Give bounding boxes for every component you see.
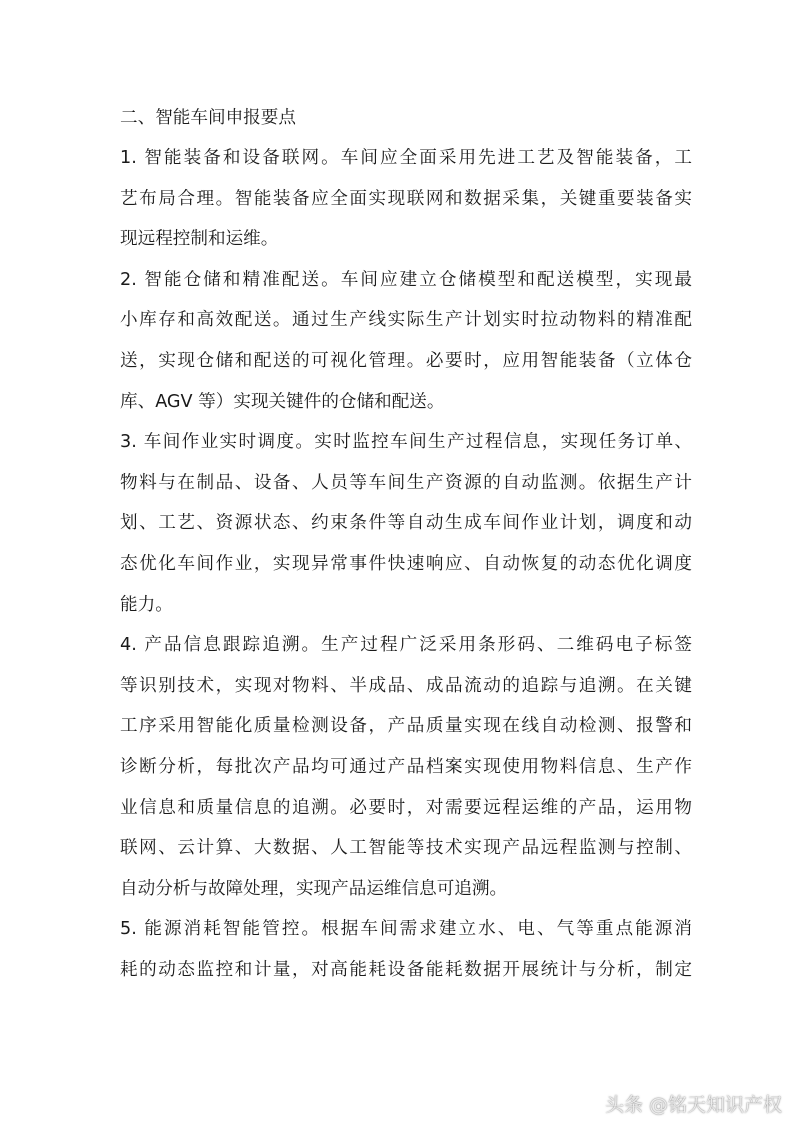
text-line: 耗的动态监控和计量，对高能耗设备能耗数据开展统计与分析，制定 [120, 959, 692, 980]
text-line: 划、工艺、资源状态、约束条件等自动生成车间作业计划，调度和动 [120, 513, 692, 534]
text-line: 工序采用智能化质量检测设备，产品质量实现在线自动检测、报警和 [120, 716, 692, 737]
text-line: 2. 智能仓储和精准配送。车间应建立仓储模型和配送模型，实现最 [120, 269, 692, 290]
paragraph [120, 260, 692, 422]
text-line: 现远程控制和运维。 [120, 229, 279, 250]
text-line: 诊断分析，每批次产品均可通过产品档案实现使用物料信息、生产作 [120, 756, 692, 777]
text-line: 物料与在制品、设备、人员等车间生产资源的自动监测。依据生产计 [120, 472, 692, 493]
text-line: 库、AGV 等）实现关键件的仓储和配送。 [120, 391, 445, 412]
paragraph [120, 909, 692, 990]
text-line: 4. 产品信息跟踪追溯。生产过程广泛采用条形码、二维码电子标签 [120, 635, 692, 656]
paragraph [120, 138, 692, 260]
text-line: 联网、云计算、大数据、人工智能等技术实现产品远程监测与控制、 [120, 838, 692, 859]
watermark: 头条 @铭天知识产权 [604, 1094, 782, 1116]
paragraph-list [120, 138, 692, 990]
paragraph [120, 625, 692, 909]
text-line: 自动分析与故障处理，实现产品运维信息可追溯。 [120, 878, 508, 899]
text-line: 小库存和高效配送。通过生产线实际生产计划实时拉动物料的精准配 [120, 310, 692, 331]
text-line: 5. 能源消耗智能管控。根据车间需求建立水、电、气等重点能源消 [120, 919, 692, 940]
text-line: 1. 智能装备和设备联网。车间应全面采用先进工艺及智能装备，工 [120, 148, 692, 168]
text-line: 等识别技术，实现对物料、半成品、成品流动的追踪与追溯。在关键 [120, 675, 692, 696]
section-heading: 二、智能车间申报要点 [120, 108, 296, 128]
text-line: 能力。 [120, 594, 173, 615]
text-line: 态优化车间作业，实现异常事件快速响应、自动恢复的动态优化调度 [120, 553, 692, 574]
text-line: 送，实现仓储和配送的可视化管理。必要时，应用智能装备（立体仓 [120, 350, 692, 371]
text-line: 艺布局合理。智能装备应全面实现联网和数据采集，关键重要装备实 [120, 188, 692, 209]
text-line: 业信息和质量信息的追溯。必要时，对需要远程运维的产品，运用物 [120, 797, 692, 818]
document-page [120, 98, 692, 990]
paragraph [120, 422, 692, 625]
text-line: 3. 车间作业实时调度。实时监控车间生产过程信息，实现任务订单、 [120, 432, 692, 453]
